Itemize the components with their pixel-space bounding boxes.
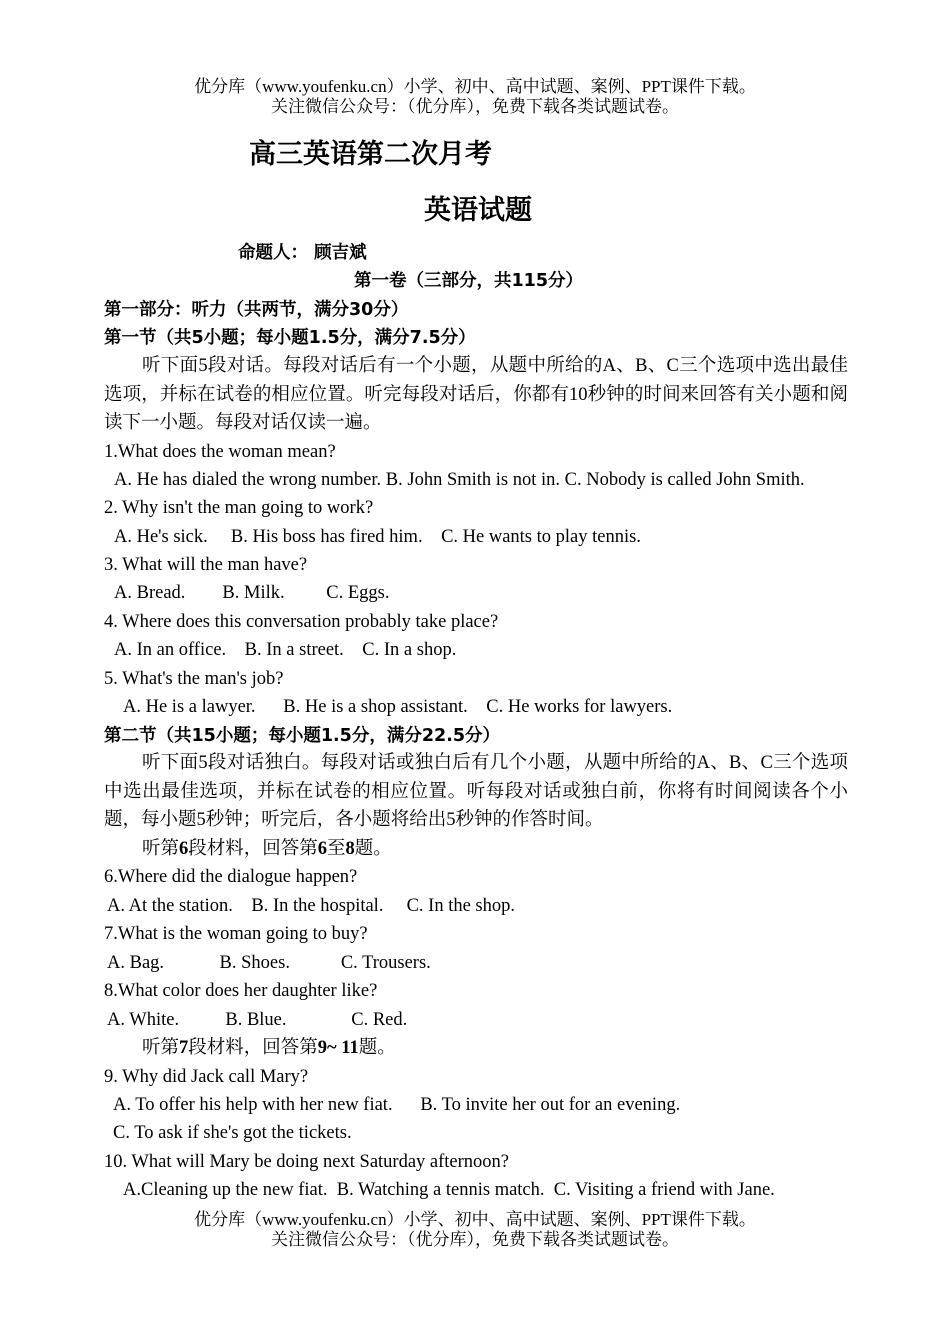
footer-line-1: 优分库（www.youfenku.cn）小学、初中、高中试题、案例、PPT课件下载。 — [194, 1210, 756, 1229]
section1-instructions: 听下面5段对话。每段对话后有一个小题，从题中所给的A、B、C三个选项中选出最佳选项，并标在试卷的相应位置。听完每段对话后，你都有10秒钟的时间来回答有关小题和阅读下一小题。每段对话仅读一遍。 — [104, 356, 848, 433]
question-10-options: A.Cleaning up the new fiat. B. Watching a tennis match. C. Visiting a friend with Jane. — [123, 1180, 775, 1200]
question-8-options: A. White. B. Blue. C. Red. — [107, 1010, 408, 1030]
question-1-stem: 1.What does the woman mean? — [104, 442, 336, 462]
material-6-post: 题。 — [354, 839, 392, 859]
question-2-options: A. He's sick. B. His boss has fired him. C. He wants to play tennis. — [114, 527, 641, 547]
question-5-options: A. He is a lawyer. B. He is a shop assistant. C. He works for lawyers. — [123, 697, 673, 717]
exam-title: 高三英语第二次月考 — [249, 139, 492, 170]
exam-subtitle: 英语试题 — [424, 195, 532, 226]
material-6-instruction — [142, 838, 392, 860]
question-6-stem: 6.Where did the dialogue happen? — [104, 867, 358, 887]
material-7-range: 9~ 11 — [317, 1038, 359, 1058]
author-line: 命题人： 顾吉斌 — [238, 243, 367, 263]
material-6-range-start: 6 — [317, 839, 328, 859]
section2-instructions: 听下面5段对话独白。每段对话或独白后有几个小题，从题中所给的A、B、C三个选项中选出最佳选项，并标在试卷的相应位置。听每段对话或独白前，你将有时间阅读各个小题，每小题5秒钟；听完后，各小题将给出5秒钟的作答时间。 — [104, 753, 848, 830]
volume-heading: 第一卷（三部分，共115分） — [354, 271, 584, 291]
material-6-mid: 段材料，回答第 — [188, 839, 318, 859]
material-7-mid: 段材料，回答第 — [188, 1038, 318, 1058]
header-line-2: 关注微信公众号：（优分库），免费下载各类试题试卷。 — [271, 97, 679, 116]
question-2-stem: 2. Why isn't the man going to work? — [104, 498, 374, 518]
question-9-option-c: C. To ask if she's got the tickets. — [113, 1123, 352, 1143]
question-8-stem: 8.What color does her daughter like? — [104, 981, 378, 1001]
question-7-stem: 7.What is the woman going to buy? — [104, 924, 368, 944]
question-4-stem: 4. Where does this conversation probably take place? — [104, 612, 499, 632]
question-5-stem: 5. What's the man's job? — [104, 669, 284, 689]
material-7-number: 7 — [179, 1038, 189, 1058]
material-6-range-end: 8 — [345, 839, 355, 859]
material-6-to: 至 — [327, 839, 346, 859]
header-line-1: 优分库（www.youfenku.cn）小学、初中、高中试题、案例、PPT课件下载。 — [194, 77, 756, 96]
material-7-instruction — [142, 1037, 396, 1059]
material-6-number: 6 — [179, 839, 189, 859]
material-7-post: 题。 — [358, 1038, 396, 1058]
question-7-options: A. Bag. B. Shoes. C. Trousers. — [107, 953, 431, 973]
material-6-pre: 听第 — [142, 839, 180, 859]
question-9-stem: 9. Why did Jack call Mary? — [104, 1067, 309, 1087]
question-3-options: A. Bread. B. Milk. C. Eggs. — [114, 583, 390, 603]
footer-line-2: 关注微信公众号：（优分库），免费下载各类试题试卷。 — [271, 1230, 679, 1249]
section2-heading: 第二节（共15小题；每小题1.5分，满分22.5分） — [104, 726, 501, 746]
question-1-options: A. He has dialed the wrong number. B. John Smith is not in. C. Nobody is called John Smith. — [114, 470, 805, 490]
part1-heading: 第一部分：听力（共两节，满分30分） — [104, 300, 409, 320]
section1-heading: 第一节（共5小题；每小题1.5分，满分7.5分） — [104, 328, 476, 348]
question-10-stem: 10. What will Mary be doing next Saturday afternoon? — [104, 1152, 510, 1172]
question-9-options-ab: A. To offer his help with her new fiat. B. To invite her out for an evening. — [113, 1095, 681, 1115]
material-7-pre: 听第 — [142, 1038, 180, 1058]
question-4-options: A. In an office. B. In a street. C. In a shop. — [114, 640, 457, 660]
question-6-options: A. At the station. B. In the hospital. C. In the shop. — [107, 896, 516, 916]
question-3-stem: 3. What will the man have? — [104, 555, 308, 575]
